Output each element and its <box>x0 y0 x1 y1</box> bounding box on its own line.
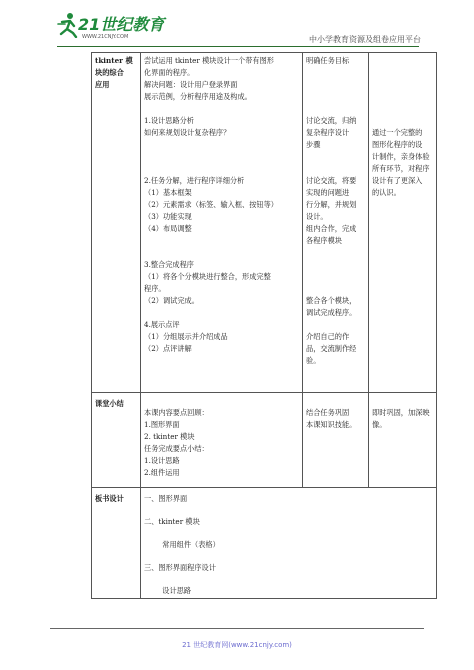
text-line: （2）点评讲解 <box>144 344 192 353</box>
row-label-board: 板书设计 <box>92 488 141 599</box>
text-line: 像。 <box>372 420 387 429</box>
text-line: 品，交流制作经 <box>306 344 357 353</box>
text-line: （1）分组展示并介绍成品 <box>144 332 228 341</box>
text-line: 各程序模块 <box>306 236 342 245</box>
text-line: 常用组件（表格） <box>144 540 220 549</box>
board-design-cell <box>141 488 437 599</box>
text-line: 讨论交流，将要 <box>306 176 357 185</box>
text-line: 本课内容要点回顾： <box>144 408 209 417</box>
text-line: 所有环节，对程序 <box>372 164 430 173</box>
spacer <box>306 79 365 91</box>
spacer <box>144 504 433 516</box>
spacer <box>306 319 365 331</box>
spacer <box>144 573 433 585</box>
summary-content-cell <box>141 393 303 488</box>
text-line: 2.组件运用 <box>144 468 180 477</box>
footer-text: 21 世纪教育网(www.21cnjy.com) <box>182 641 292 649</box>
text-line: （2）调试完成。 <box>144 296 199 305</box>
text-line: 1.设计思路分析 <box>144 116 194 125</box>
spacer <box>372 115 433 127</box>
header-divider <box>57 46 419 47</box>
logo-subtext: WWW.21CNJY.COM <box>82 34 129 40</box>
text-line: （1）将各个分模块进行整合，形成完整 <box>144 272 271 281</box>
text-line: 程序。 <box>144 284 166 293</box>
text-line: 1.图形界面 <box>144 420 180 429</box>
text-line: 块的综合 <box>95 68 124 77</box>
text-line: 结合任务巩固 <box>306 408 350 417</box>
text-line: 设计有了更深入 <box>372 176 423 185</box>
platform-name: 中小学教育资源及组卷应用平台 <box>309 35 421 44</box>
text-line: tkinter 模 <box>95 56 133 65</box>
text-line: 应用 <box>95 80 110 89</box>
spacer <box>306 247 365 259</box>
text-line: 组内合作，完成 <box>306 224 357 233</box>
table-row <box>92 53 437 393</box>
text-line: 验。 <box>306 356 321 365</box>
text-line: 4.展示点评 <box>144 320 180 329</box>
summary-student-cell <box>303 393 369 488</box>
table-row <box>92 393 437 488</box>
text-line: 展示范例，分析程序用途及构成。 <box>144 92 252 101</box>
spacer <box>144 151 299 163</box>
summary-intent-cell <box>369 393 437 488</box>
spacer <box>372 103 433 115</box>
page-header <box>0 0 474 52</box>
text-line: 如何来规划设计复杂程序？ <box>144 128 231 137</box>
spacer <box>144 527 433 539</box>
spacer <box>306 103 365 115</box>
spacer <box>144 103 299 115</box>
row-label-app <box>92 53 141 393</box>
design-intent-cell <box>369 53 437 393</box>
spacer <box>306 283 365 295</box>
text-line: 设计思路 <box>144 586 192 595</box>
text-line: 设计。 <box>306 212 328 221</box>
text-line: 解决问题：设计用户登录界面 <box>144 80 238 89</box>
spacer <box>372 67 433 79</box>
text-line: 化界面的程序。 <box>144 68 195 77</box>
lesson-plan-table <box>91 52 437 599</box>
spacer <box>372 91 433 103</box>
spacer <box>306 91 365 103</box>
footer-divider <box>50 628 424 629</box>
text-line: 本课知识技能。 <box>306 420 357 429</box>
text-line: （1）基本框架 <box>144 188 192 197</box>
text-line: 即时巩固，加深映 <box>372 408 430 417</box>
text-line: 实现的问题进 <box>306 188 350 197</box>
text-line: 步骤 <box>306 140 321 149</box>
spacer <box>306 151 365 163</box>
text-line: 2. tkinter 模块 <box>144 432 195 441</box>
table-row <box>92 488 437 599</box>
spacer <box>144 247 299 259</box>
spacer <box>372 79 433 91</box>
text-line: 3.整合完成程序 <box>144 260 194 269</box>
spacer <box>144 235 299 247</box>
student-activity-cell <box>303 53 369 393</box>
text-line: 的认识。 <box>372 188 401 197</box>
spacer <box>144 307 299 319</box>
text-line: （4）布局调整 <box>144 224 192 233</box>
text-line: （2）元素需求（标签、输入框、按钮等） <box>144 200 278 209</box>
text-line: 通过一个完整的 <box>372 128 423 137</box>
text-line: 复杂程序设计 <box>306 128 350 137</box>
text-line: 计制作，亲身体验 <box>372 152 430 161</box>
text-line: 讨论交流，归纳 <box>306 116 357 125</box>
spacer <box>144 163 299 175</box>
text-line: 介绍自己的作 <box>306 332 350 341</box>
logo-text: 21世纪教育 <box>78 15 165 34</box>
spacer <box>306 259 365 271</box>
spacer <box>372 55 433 67</box>
text-line: 一、图形界面 <box>144 494 188 503</box>
text-line: 尝试运用 tkinter 模块设计一个带有图形 <box>144 56 274 65</box>
text-line: 二、tkinter 模块 <box>144 517 200 526</box>
spacer <box>144 550 433 562</box>
text-line: 明确任务目标 <box>306 56 350 65</box>
teacher-activity-cell <box>141 53 303 393</box>
runner-logo-icon <box>56 12 78 38</box>
text-line: 整合各个模块， <box>306 296 357 305</box>
text-line: 图形化程序的设 <box>372 140 423 149</box>
text-line: 三、图形界面程序设计 <box>144 563 216 572</box>
spacer <box>306 67 365 79</box>
row-label-summary: 课堂小结 <box>92 393 141 488</box>
text-line: 2.任务分解，进行程序详细分析 <box>144 176 245 185</box>
spacer <box>306 271 365 283</box>
spacer <box>306 163 365 175</box>
site-logo[interactable] <box>56 10 176 44</box>
text-line: （3）功能实现 <box>144 212 192 221</box>
text-line: 任务完成要点小结： <box>144 444 209 453</box>
text-line: 调试完成程序。 <box>306 308 357 317</box>
text-line: 行分解，并规划 <box>306 200 357 209</box>
text-line: 1.设计思路 <box>144 456 180 465</box>
spacer <box>144 139 299 151</box>
